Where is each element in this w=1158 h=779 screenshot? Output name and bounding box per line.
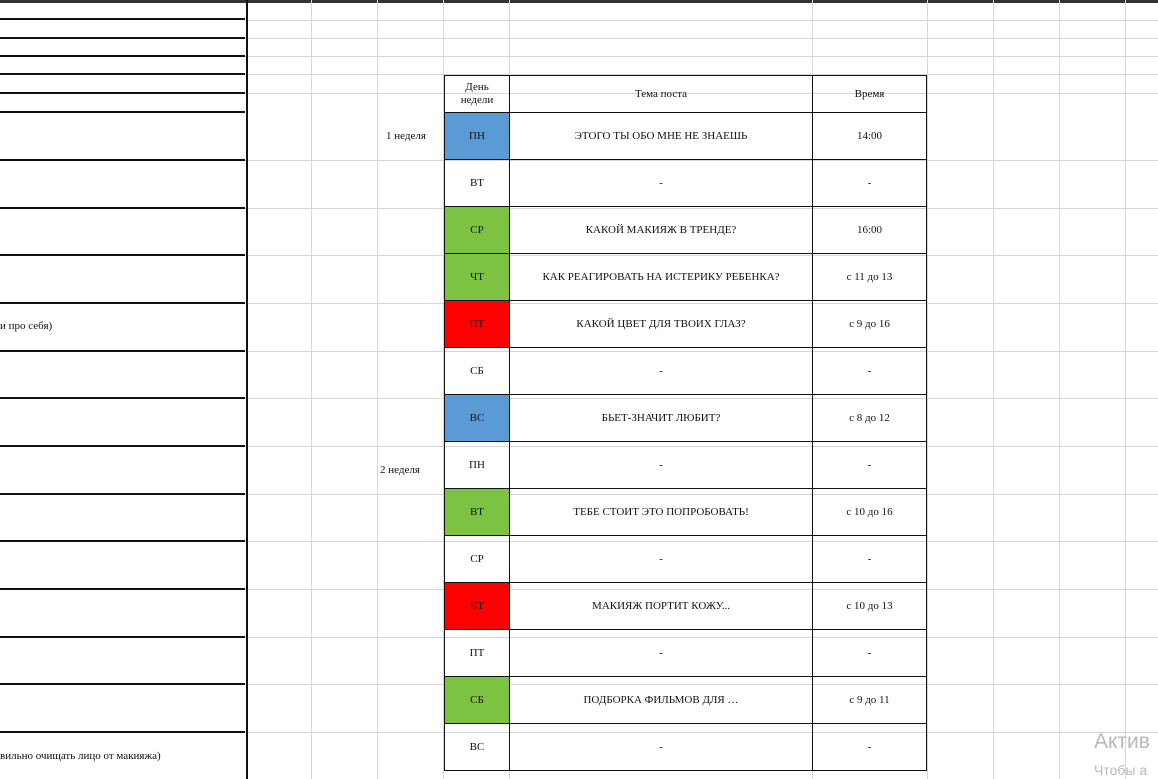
grid-column-line <box>927 0 928 779</box>
table-row <box>445 630 927 677</box>
topic-cell[interactable]: - <box>510 348 813 395</box>
grid-column-line <box>1059 0 1060 779</box>
time-cell[interactable]: с 10 до 16 <box>813 489 927 536</box>
topic-cell[interactable]: МАКИЯЖ ПОРТИТ КОЖУ... <box>510 583 813 630</box>
time-cell[interactable]: - <box>813 348 927 395</box>
day-cell[interactable]: ЧТ <box>445 583 510 630</box>
topic-cell[interactable]: КАК РЕАГИРОВАТЬ НА ИСТЕРИКУ РЕБЕНКА? <box>510 254 813 301</box>
time-cell[interactable]: - <box>813 442 927 489</box>
grid-row-line <box>245 38 1158 39</box>
left-row-border <box>0 207 245 209</box>
left-row-border <box>0 636 245 638</box>
topic-cell[interactable]: - <box>510 630 813 677</box>
table-row <box>445 254 927 301</box>
left-row-border <box>0 254 245 256</box>
left-row-border <box>0 683 245 685</box>
activation-watermark-subtitle: Чтобы а <box>1094 762 1148 778</box>
grid-row-line <box>245 56 1158 57</box>
table-row <box>445 724 927 771</box>
table-row <box>445 207 927 254</box>
table-row <box>445 301 927 348</box>
day-cell[interactable]: ПТ <box>445 301 510 348</box>
topic-cell[interactable]: КАКОЙ ЦВЕТ ДЛЯ ТВОИХ ГЛАЗ? <box>510 301 813 348</box>
left-row-border <box>0 302 245 304</box>
day-cell[interactable]: ПН <box>445 442 510 489</box>
time-cell[interactable]: с 10 до 13 <box>813 583 927 630</box>
topic-cell[interactable]: БЬЕТ-ЗНАЧИТ ЛЮБИТ? <box>510 395 813 442</box>
left-row-border <box>0 159 245 161</box>
left-row-border <box>0 445 245 447</box>
left-row-border <box>0 731 245 733</box>
time-cell[interactable]: - <box>813 630 927 677</box>
day-cell[interactable]: ВТ <box>445 489 510 536</box>
table-row <box>445 536 927 583</box>
time-cell[interactable]: 14:00 <box>813 113 927 160</box>
table-body <box>445 113 927 771</box>
left-row-border <box>0 588 245 590</box>
left-row-border <box>0 18 245 20</box>
left-row-border <box>0 540 245 542</box>
header-time[interactable]: Время <box>813 76 927 113</box>
left-row-border <box>0 350 245 352</box>
table-row <box>445 583 927 630</box>
activation-watermark-title: Актив <box>1094 730 1150 753</box>
topic-cell[interactable]: ТЕБЕ СТОИТ ЭТО ПОПРОБОВАТЬ! <box>510 489 813 536</box>
header-topic[interactable]: Тема поста <box>510 76 813 113</box>
left-row-border <box>0 397 245 399</box>
table-row <box>445 395 927 442</box>
grid-column-line <box>311 0 312 779</box>
grid-row-line <box>245 20 1158 21</box>
left-row-border <box>0 73 245 75</box>
time-cell[interactable]: 16:00 <box>813 207 927 254</box>
day-cell[interactable]: ЧТ <box>445 254 510 301</box>
time-cell[interactable]: с 9 до 16 <box>813 301 927 348</box>
day-cell[interactable]: ПН <box>445 113 510 160</box>
topic-cell[interactable]: - <box>510 160 813 207</box>
time-cell[interactable]: - <box>813 160 927 207</box>
header-day[interactable] <box>445 76 510 113</box>
left-row-border <box>0 92 245 94</box>
day-cell[interactable]: СБ <box>445 677 510 724</box>
table-row <box>445 348 927 395</box>
left-row-border <box>0 55 245 57</box>
table-row <box>445 160 927 207</box>
left-column-block <box>0 0 248 779</box>
day-cell[interactable]: ВТ <box>445 160 510 207</box>
grid-column-line <box>993 0 994 779</box>
table-row <box>445 489 927 536</box>
post-schedule-table <box>444 75 927 771</box>
time-cell[interactable]: - <box>813 724 927 771</box>
week-label-1[interactable]: 1 неделя <box>386 130 426 142</box>
left-row-border <box>0 37 245 39</box>
table-row <box>445 677 927 724</box>
table-row <box>445 442 927 489</box>
time-cell[interactable]: с 9 до 11 <box>813 677 927 724</box>
day-cell[interactable]: СР <box>445 536 510 583</box>
grid-column-line <box>377 0 378 779</box>
week-label-2[interactable]: 2 неделя <box>380 464 420 476</box>
left-row-border <box>0 493 245 495</box>
day-cell[interactable]: ВС <box>445 724 510 771</box>
topic-cell[interactable]: - <box>510 442 813 489</box>
time-cell[interactable]: с 8 до 12 <box>813 395 927 442</box>
table-row <box>445 113 927 160</box>
topic-cell[interactable]: - <box>510 536 813 583</box>
time-cell[interactable]: - <box>813 536 927 583</box>
left-row-border <box>0 111 245 113</box>
topic-cell[interactable]: ЭТОГО ТЫ ОБО МНЕ НЕ ЗНАЕШЬ <box>510 113 813 160</box>
topic-cell[interactable]: - <box>510 724 813 771</box>
header-day-label: День недели <box>460 81 494 106</box>
time-cell[interactable]: с 11 до 13 <box>813 254 927 301</box>
day-cell[interactable]: СБ <box>445 348 510 395</box>
topic-cell[interactable]: ПОДБОРКА ФИЛЬМОВ ДЛЯ … <box>510 677 813 724</box>
topic-cell[interactable]: КАКОЙ МАКИЯЖ В ТРЕНДЕ? <box>510 207 813 254</box>
day-cell[interactable]: ВС <box>445 395 510 442</box>
day-cell[interactable]: СР <box>445 207 510 254</box>
left-cell-text[interactable]: и про себя) <box>0 320 53 332</box>
table-header-row <box>445 76 927 113</box>
grid-column-line <box>1125 0 1126 779</box>
day-cell[interactable]: ПТ <box>445 630 510 677</box>
left-cell-text[interactable]: вильно очищать лицо от макияжа) <box>0 750 161 762</box>
